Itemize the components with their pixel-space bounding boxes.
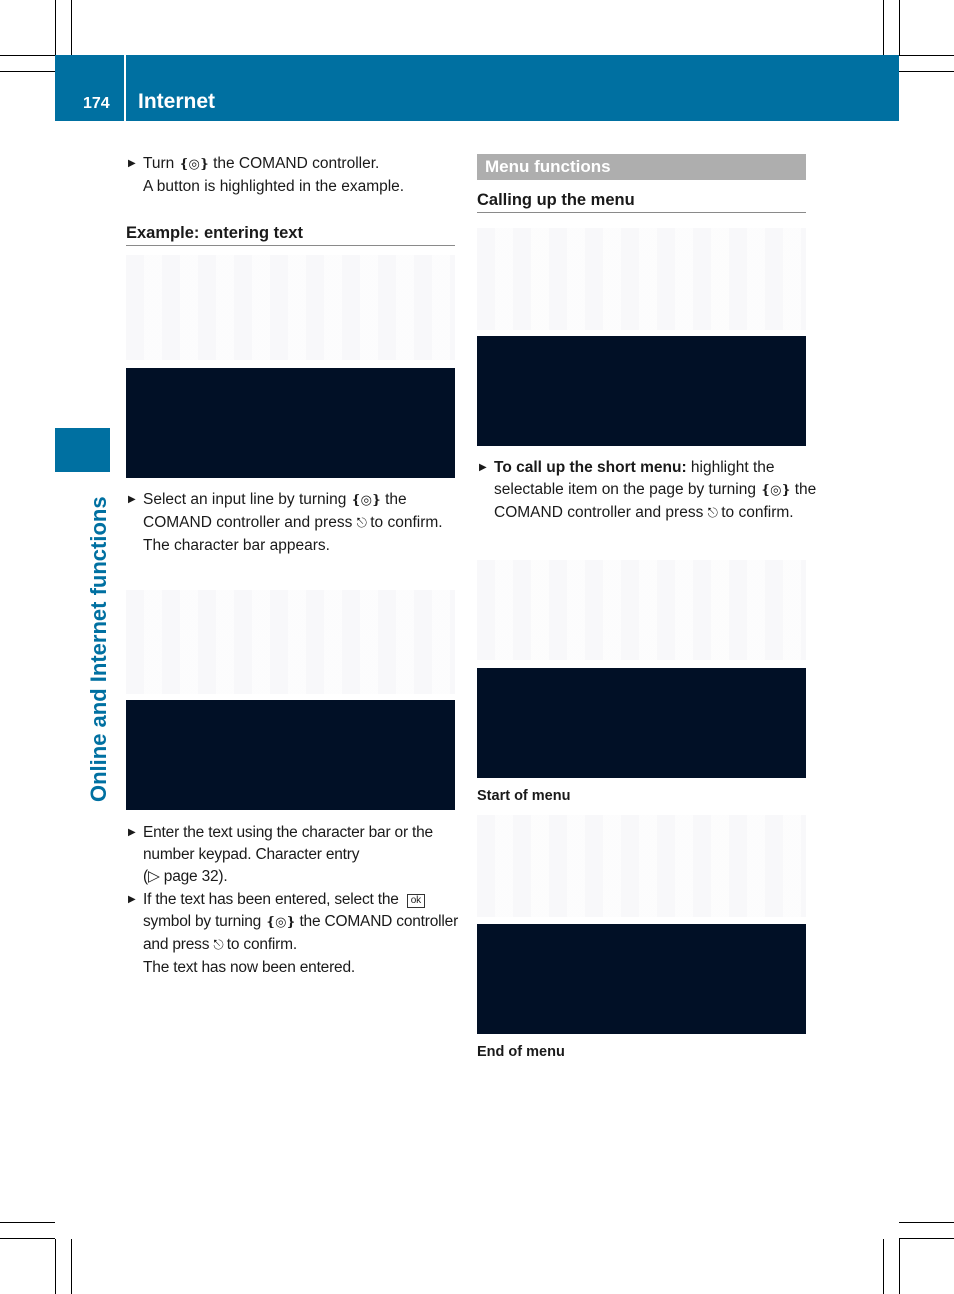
step-text: Select an input line by turning [143, 491, 347, 508]
crop-mark [883, 1239, 884, 1294]
step-text: the COMAND controller and press [143, 913, 459, 953]
crop-mark [899, 0, 900, 55]
step-text: to confirm. [370, 514, 443, 531]
press-controller-icon: ⎋ [356, 516, 366, 531]
crop-mark [899, 1239, 900, 1294]
illustration-ghost [477, 815, 806, 917]
heading-calling-up-menu: Calling up the menu [477, 191, 806, 213]
section-bar-menu-functions: Menu functions [477, 154, 806, 180]
crop-mark [899, 1222, 954, 1223]
screen-illustration [477, 924, 806, 1034]
step-select-input-line [126, 489, 463, 557]
crop-mark [55, 1239, 56, 1294]
screen-illustration [477, 336, 806, 446]
step-triangle-icon: ▶ [128, 894, 136, 905]
step-select-ok [126, 889, 473, 979]
illustration-ghost [477, 228, 806, 330]
crop-mark [0, 55, 55, 56]
step-result: A button is highlighted in the example. [143, 178, 405, 195]
step-text: to confirm. [226, 936, 297, 953]
ok-symbol-icon: ok [407, 894, 425, 908]
crop-mark [71, 0, 72, 55]
illustration-ghost [126, 255, 455, 360]
step-text: symbol by turning [143, 913, 262, 930]
crop-mark [0, 1222, 55, 1223]
step-triangle-icon: ▶ [128, 494, 136, 505]
step-text: to confirm. [721, 504, 794, 521]
step-text: Enter the text using the character bar or the number keypad. Character entry [143, 824, 433, 863]
turn-controller-icon: ❴◎❵ [350, 493, 381, 508]
illustration-ghost [126, 590, 455, 694]
step-call-short-menu [477, 457, 819, 525]
page-header [55, 55, 899, 121]
crop-mark [55, 0, 56, 55]
screen-illustration [126, 700, 455, 810]
press-controller-icon: ⎋ [213, 938, 223, 953]
screen-illustration [126, 368, 455, 478]
header-divider [124, 55, 126, 121]
caption-end-of-menu: End of menu [477, 1044, 565, 1060]
crop-mark [899, 55, 954, 56]
side-tab [55, 428, 110, 472]
crop-mark [899, 1238, 954, 1239]
crop-mark [71, 1239, 72, 1294]
crop-mark [0, 1238, 55, 1239]
step-triangle-icon: ▶ [479, 462, 487, 473]
step-text: the COMAND controller and press [143, 491, 407, 531]
heading-example-entering-text: Example: entering text [126, 224, 455, 246]
turn-controller-icon: ❴◎❵ [265, 915, 296, 930]
section-title: Internet [138, 90, 216, 113]
step-enter-text [126, 822, 473, 888]
crop-mark [899, 71, 954, 72]
press-controller-icon: ⎋ [707, 506, 717, 521]
screen-illustration [477, 668, 806, 778]
step-text: highlight the selectable item on the page by turning [494, 459, 775, 498]
step-triangle-icon: ▶ [128, 827, 136, 838]
step-triangle-icon: ▶ [128, 158, 136, 169]
step-result: The character bar appears. [143, 537, 330, 554]
caption-start-of-menu: Start of menu [477, 788, 571, 804]
step-text: the COMAND controller and press [494, 481, 817, 521]
illustration-ghost [477, 560, 806, 660]
turn-controller-icon: ❴◎❵ [760, 483, 791, 498]
step-result: The text has now been entered. [143, 959, 356, 976]
chapter-side-title: Online and Internet functions [86, 496, 111, 802]
turn-controller-icon: ❴◎❵ [178, 157, 209, 172]
step-label: To call up the short menu: [494, 459, 687, 476]
step-turn-controller [126, 153, 463, 198]
step-text: Turn [143, 155, 175, 172]
step-text: the COMAND controller. [213, 155, 380, 172]
page-number: 174 [83, 95, 110, 112]
step-text: If the text has been entered, select the [143, 891, 399, 908]
crop-mark [0, 71, 55, 72]
crop-mark [883, 0, 884, 55]
page-reference[interactable]: (▷ page 32). [143, 868, 228, 885]
